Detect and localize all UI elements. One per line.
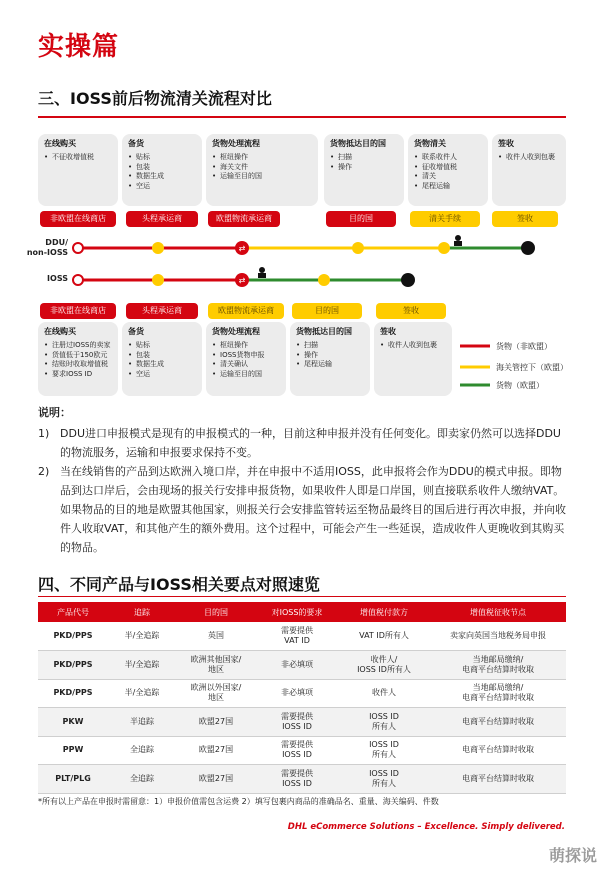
ioss-node [152,274,164,286]
table-cell: 欧盟27国 [176,708,256,737]
card-item: • 数据生成 [128,360,196,370]
note-item [38,462,566,557]
card-title: 备货 [128,139,144,148]
card-item: • 收件人收到包裹 [498,153,560,163]
card-item: • 枢纽操作 [212,341,280,351]
note-number: 1) [38,427,50,440]
table-row [38,679,566,708]
card-item: • 枢纽操作 [212,153,312,163]
section4-rule [38,596,566,597]
top-tag-delivery: 签收 [492,211,558,227]
table-cell: PPW [38,736,108,765]
table-cell: 全追踪 [108,736,176,765]
col-header: 对IOSS的要求 [256,602,338,622]
card-item: • 不征收增值税 [44,153,112,163]
card-item: • 货值低于150欧元 [44,351,112,361]
card-item: • 尾程运输 [296,360,364,370]
customs-officer-icon [454,235,462,246]
table-row [38,651,566,680]
table-cell: 当地邮局缴纳/ 电商平台结算时收取 [430,651,566,680]
legend-non-eu: 货物（非欧盟） [496,342,552,351]
table-row [38,708,566,737]
table-cell: 非必填项 [256,679,338,708]
switch-icon: ⇄ [238,276,246,285]
table-cell: IOSS ID 所有人 [338,708,430,737]
legend-swatches [458,340,494,390]
card-item: • 运输至目的国 [212,172,312,182]
bottom-card-delivery [374,322,452,396]
section4-heading: 四、不同产品与IOSS相关要点对照速览 [38,575,320,594]
ddu-node [73,243,83,253]
table-cell: 半/全追踪 [108,679,176,708]
table-cell: 半/全追踪 [108,622,176,651]
card-item: • 海关文件 [212,163,312,173]
table-cell: PKD/PPS [38,622,108,651]
table-cell: 电商平台结算时收取 [430,708,566,737]
card-item: • 清关 [414,172,482,182]
bottom-tag-online-store: 非欧盟在线商店 [40,303,116,319]
card-title: 签收 [380,327,396,336]
col-header: 目的国 [176,602,256,622]
table-cell: 需要提供 IOSS ID [256,736,338,765]
table-cell: 收件人 [338,679,430,708]
card-title: 货物清关 [414,139,446,148]
card-item: • 要求IOSS ID [44,370,112,380]
legend-customs: 海关管控下（欧盟） [496,363,568,372]
bottom-tag-delivery: 签收 [376,303,446,319]
card-item: • 包装 [128,163,196,173]
table-row [38,736,566,765]
card-item: • 征收增值税 [414,163,482,173]
table-cell: 当地邮局缴纳/ 电商平台结算时收取 [430,679,566,708]
bottom-tag-first-carrier: 头程承运商 [126,303,198,319]
table-cell: 欧盟27国 [176,736,256,765]
legend-eu: 货物（欧盟） [496,381,544,390]
col-header: 增值税征收节点 [430,602,566,622]
card-item: • 扫描 [296,341,364,351]
table-row [38,765,566,794]
section3-rule [38,116,566,118]
ddu-node [152,242,164,254]
top-tag-online-store: 非欧盟在线商店 [40,211,116,227]
col-header: 增值税付款方 [338,602,430,622]
card-title: 货物处理流程 [212,139,260,148]
top-card-processing [206,134,318,206]
table-footnote: *所有以上产品在申报时需留意：1）申报价值需包含运费 2）填写包裹内商品的准确品名、重量、海关编码、件数 [38,797,439,806]
bottom-tag-eu-carrier: 欧盟物流承运商 [208,303,284,319]
bottom-card-online-purchase [38,322,118,396]
table-cell: PLT/PLG [38,765,108,794]
ioss-node [318,274,330,286]
card-item: • 收件人收到包裹 [380,341,446,351]
card-item: • 空运 [128,182,196,192]
top-tag-eu-carrier: 欧盟物流承运商 [208,211,280,227]
card-item: • 联系收件人 [414,153,482,163]
table-row [38,622,566,651]
top-card-delivery [492,134,566,206]
table-cell: PKD/PPS [38,679,108,708]
table-header-row [38,602,566,622]
rail-label-ddu: DDU/ non-IOSS [26,238,68,257]
table-cell: 欧洲其他国家/ 地区 [176,651,256,680]
top-card-stock [122,134,202,206]
table-cell: IOSS ID 所有人 [338,765,430,794]
table-cell: 需要提供 IOSS ID [256,708,338,737]
card-title: 签收 [498,139,514,148]
comparison-table [38,602,566,794]
table-cell: 电商平台结算时收取 [430,765,566,794]
ioss-node-end [401,273,415,287]
note-text: DDU进口申报模式是现有的申报模式的一种，目前这种申报并没有任何变化。即卖家仍然可以选择DDU的物流服务，运输和申报要求保持不变。 [60,427,561,459]
card-item: • 注册过IOSS的卖家 [44,341,112,351]
table-cell: 全追踪 [108,765,176,794]
table-cell: 半追踪 [108,708,176,737]
bottom-tag-destination: 目的国 [292,303,362,319]
card-item: • 操作 [330,163,398,173]
note-item [38,424,566,462]
top-card-customs [408,134,488,206]
card-item: • 操作 [296,351,364,361]
col-header: 产品代号 [38,602,108,622]
watermark: 萌探说 [548,846,597,865]
table-cell: 半/全追踪 [108,651,176,680]
card-item: • 空运 [128,370,196,380]
page-title: 实操篇 [38,32,120,62]
col-header: 追踪 [108,602,176,622]
bottom-card-processing [206,322,286,396]
table-cell: PKW [38,708,108,737]
card-item: • 扫描 [330,153,398,163]
top-tag-customs: 清关手续 [410,211,480,227]
card-item: • 尾程运输 [414,182,482,192]
table-cell: 欧盟27国 [176,765,256,794]
table-cell: 非必填项 [256,651,338,680]
card-item: • 包装 [128,351,196,361]
top-card-online-purchase [38,134,118,206]
notes-title: 说明： [38,406,71,419]
card-title: 货物抵达目的国 [330,139,386,148]
card-title: 货物抵达目的国 [296,327,352,336]
table-cell: 欧洲以外国家/ 地区 [176,679,256,708]
section3-heading: 三、IOSS前后物流清关流程对比 [38,89,272,108]
ioss-node [73,275,83,285]
top-card-arrival [324,134,404,206]
ddu-node [352,242,364,254]
card-item: • IOSS货物申报 [212,351,280,361]
table-cell: VAT ID所有人 [338,622,430,651]
switch-icon: ⇄ [238,244,246,253]
card-title: 在线购买 [44,139,76,148]
note-text: 当在线销售的产品到达欧洲入境口岸，并在申报中不适用IOSS，此申报将会作为DDU的模式申报。即物品到达口岸后，会由现场的报关行安排申报货物，如果收件人即是口岸国，则直接联系收件人缴纳VAT。如果物品的目的地是欧盟其他国家，则报关行会安排监管转运至物品最终目的国后进行再次申报，并向收件人收取VAT，和其他产生的额外费用。这个过程中，可能会产生一些延误，造成收件人更晚收到其购买的物品。 [60,465,566,554]
top-tag-first-carrier: 头程承运商 [126,211,198,227]
table-cell: IOSS ID 所有人 [338,736,430,765]
customs-officer-icon [258,267,266,278]
card-title: 在线购买 [44,327,76,336]
card-item: • 贴标 [128,153,196,163]
card-title: 货物处理流程 [212,327,260,336]
table-cell: 收件人/ IOSS ID所有人 [338,651,430,680]
card-item: • 贴标 [128,341,196,351]
ddu-node-end [521,241,535,255]
rail-label-ioss: IOSS [47,274,68,283]
table-cell: 卖家向英国当地税务局申报 [430,622,566,651]
top-tag-destination: 目的国 [326,211,396,227]
table-cell: 需要提供 IOSS ID [256,765,338,794]
card-item: • 运输至目的国 [212,370,280,380]
flow-rails [0,230,603,290]
bottom-card-arrival [290,322,370,396]
note-number: 2) [38,465,50,478]
table-cell: 需要提供 VAT ID [256,622,338,651]
ddu-node [438,242,450,254]
footer-tagline: DHL eCommerce Solutions – Excellence. Simply delivered. [287,822,565,832]
table-cell: 电商平台结算时收取 [430,736,566,765]
bottom-card-stock [122,322,202,396]
card-item: • 清关确认 [212,360,280,370]
table-cell: PKD/PPS [38,651,108,680]
card-item: • 数据生成 [128,172,196,182]
card-title: 备货 [128,327,144,336]
table-cell: 英国 [176,622,256,651]
card-item: • 结账时收取增值税 [44,360,112,370]
